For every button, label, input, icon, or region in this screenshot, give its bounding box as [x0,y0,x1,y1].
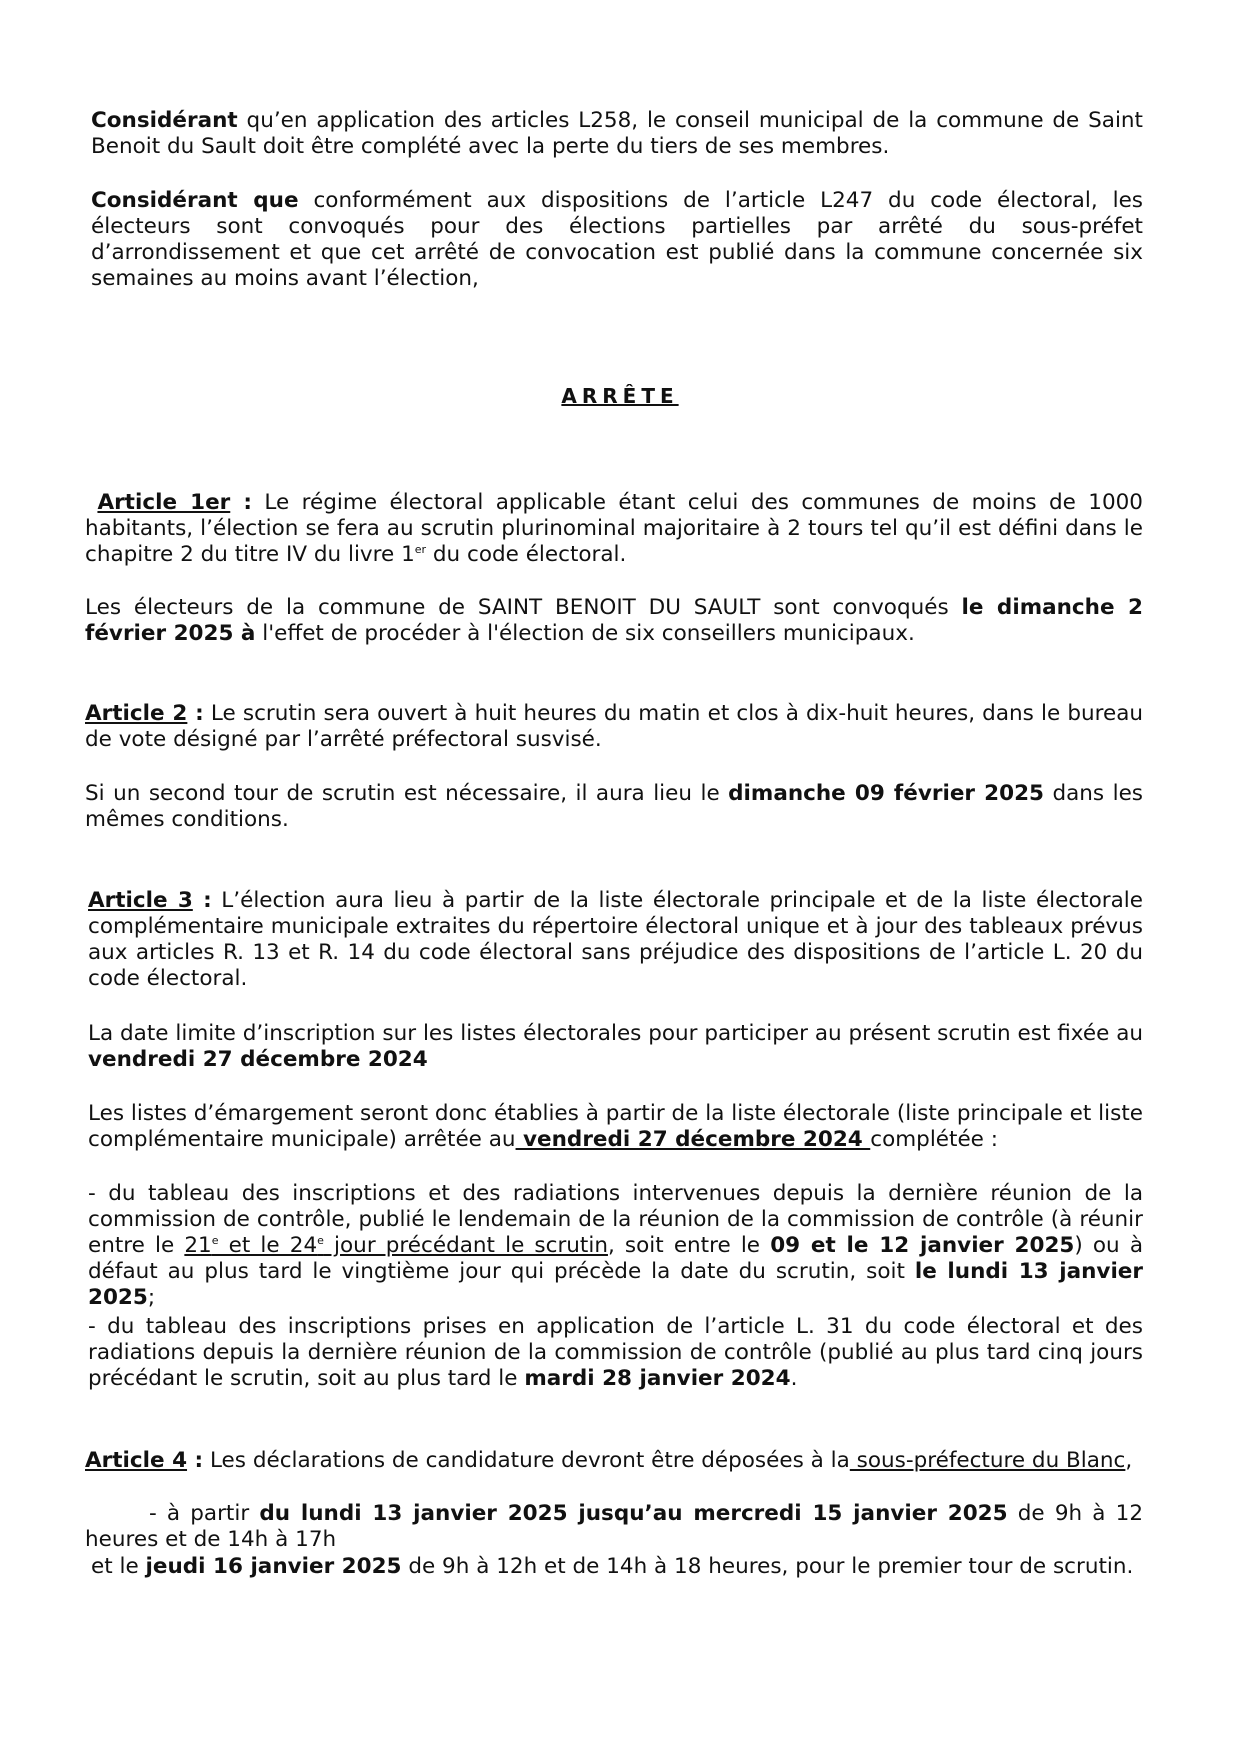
title-arrete: ARRÊTE [561,384,679,408]
bullet-1-sup1: e [211,1233,219,1247]
article-2 [85,701,1143,753]
bullet-2-a: - du tableau des inscriptions prises en application de l’article L. 31 du code électoral et des radiations depuis la dernière réunion de la commission de contrôle (publié au plus tard cinq jours précédant le scrutin, soit au plus tard le [88,1314,1143,1391]
considerant-2 [91,188,1143,292]
article-3-label [88,888,212,913]
bullet-1-bold-1: 09 et le 12 janvier 2025 [770,1233,1075,1258]
considerant-2-text: conformément aux dispositions de l’article L247 du code électoral, les électeurs sont convoqués pour des élections partielles par arrêté du sous-préfet d’arrondissement et que cet arrêté de convocation est publié dans la commune concernée six semaines au moins avant l’élection, [91,188,1143,291]
considerant-1-bold: Considérant [91,108,238,133]
article-2-para-2 [85,781,1143,833]
article-3-para-3 [88,1101,1143,1153]
article-1-label-text: Article 1er [97,490,231,515]
article-2-text: Le scrutin sera ouvert à huit heures du matin et clos à dix-huit heures, dans le bureau de vote désigné par l’arrêté préfectoral susvisé. [85,701,1144,752]
article-3-para-2-bold: vendredi 27 décembre 2024 [88,1047,428,1072]
article-3-bullet-2 [88,1314,1143,1392]
article-1 [85,490,1143,568]
article-4-colon: : [187,1448,204,1473]
article-1-label [97,490,252,515]
article-3-label-text: Article 3 [88,888,193,913]
bullet-1-a: - du tableau des inscriptions et des radiations intervenues depuis la dernière réunion de la commission de contrôle, publié le lendemain de la réunion de la commission de contrôle (à réunir entre le [88,1181,1143,1258]
bullet-1-sup2: e [317,1233,324,1247]
article-2-para-2-b: dans les mêmes conditions. [85,781,1143,832]
page-title [0,384,1240,408]
article-3-para-2 [88,1021,1143,1073]
bullet-1-d: ; [147,1285,156,1310]
article-2-label [85,701,204,726]
article-4-label-text: Article 4 [85,1448,188,1473]
article-4-line-1-a: - à partir [149,1501,260,1526]
bullet-1-b: , soit entre le [607,1233,771,1258]
article-4-line-1-bold: du lundi 13 janvier 2025 jusqu’au mercredi 15 janvier 2025 [259,1501,1008,1526]
article-3-bullet-1 [88,1181,1143,1311]
bullet-1-u1: 21 [184,1233,212,1258]
article-1-text-a: Le régime électoral applicable étant celui des communes de moins de 1000 habitants, l’élection se fera au scrutin plurinominal majoritaire à 2 tours tel qu’il est défini dans le chapitre 2 du titre IV du livre 1 [85,490,1143,567]
article-3-text: L’élection aura lieu à partir de la liste électorale principale et de la liste électorale complémentaire municipale extraites du répertoire électoral unique et à jour des tableaux prévus aux articles R. 13 et R. 14 du code électoral sans préjudice des dispositions de l’article L. 20 du code électoral. [88,888,1143,991]
article-1-colon: : [230,490,252,515]
article-4-label [85,1448,203,1473]
article-4-line-2 [91,1554,1143,1580]
article-4 [85,1448,1143,1474]
article-3-para-3-b: complétée : [870,1127,998,1152]
article-1-para-2-bold: le dimanche 2 février 2025 à [85,595,1143,646]
article-1-para-2 [85,595,1143,647]
considerant-1 [91,108,1143,160]
article-4-text-end: , [1125,1448,1133,1473]
considerant-2-bold: Considérant que [91,188,299,213]
bullet-2-bold: mardi 28 janvier 2024 [524,1366,791,1391]
bullet-1-u3: jour précédant le scrutin [323,1233,608,1258]
bullet-1-bold-2: le lundi 13 janvier 2025 [88,1259,1143,1310]
article-1-sup: er [414,542,427,556]
article-4-line-2-a: et le [91,1554,146,1579]
article-1-text-b: du code électoral. [426,542,627,567]
article-4-line-2-bold: jeudi 16 janvier 2025 [145,1554,402,1579]
article-3-para-3-bold [516,1127,871,1152]
article-3 [88,888,1143,992]
article-4-line-1 [85,1501,1143,1553]
bullet-2-b: . [790,1366,798,1391]
article-4-line-2-b: de 9h à 12h et de 14h à 18 heures, pour le premier tour de scrutin. [401,1554,1134,1579]
article-2-para-2-bold: dimanche 09 février 2025 [728,781,1044,806]
considerant-1-text: qu’en application des articles L258, le conseil municipal de la commune de Saint Benoit du Sault doit être complété avec la perte du tiers de ses membres. [91,108,1143,159]
article-3-para-3-bold-u: vendredi 27 décembre 2024 [515,1127,871,1152]
article-1-para-2-b: l'effet de procéder à l'élection de six conseillers municipaux. [255,621,915,646]
article-2-colon: : [187,701,204,726]
article-4-text: Les déclarations de candidature devront être déposées à la [203,1448,850,1473]
article-2-label-text: Article 2 [85,701,188,726]
bullet-1-u2: et le 24 [218,1233,318,1258]
article-3-para-3-a: Les listes d’émargement seront donc établies à partir de la liste électorale (liste principale et liste complémentaire municipale) arrêtée au [88,1101,1143,1152]
article-3-para-2-a: La date limite d’inscription sur les listes électorales pour participer au présent scrutin est fixée au [88,1021,1143,1046]
bullet-1-c: ) ou à défaut au plus tard le vingtième jour qui précède la date du scrutin, soit [88,1233,1143,1284]
article-4-line-1-b: de 9h à 12 heures et de 14h à 17h [85,1501,1143,1552]
bullet-1-underline [184,1233,608,1258]
article-2-para-2-a: Si un second tour de scrutin est nécessaire, il aura lieu le [85,781,729,806]
article-3-colon: : [192,888,212,913]
article-4-text-u: sous-préfecture du Blanc [849,1448,1126,1473]
article-1-para-2-a: Les électeurs de la commune de SAINT BENOIT DU SAULT sont convoqués [85,595,962,620]
